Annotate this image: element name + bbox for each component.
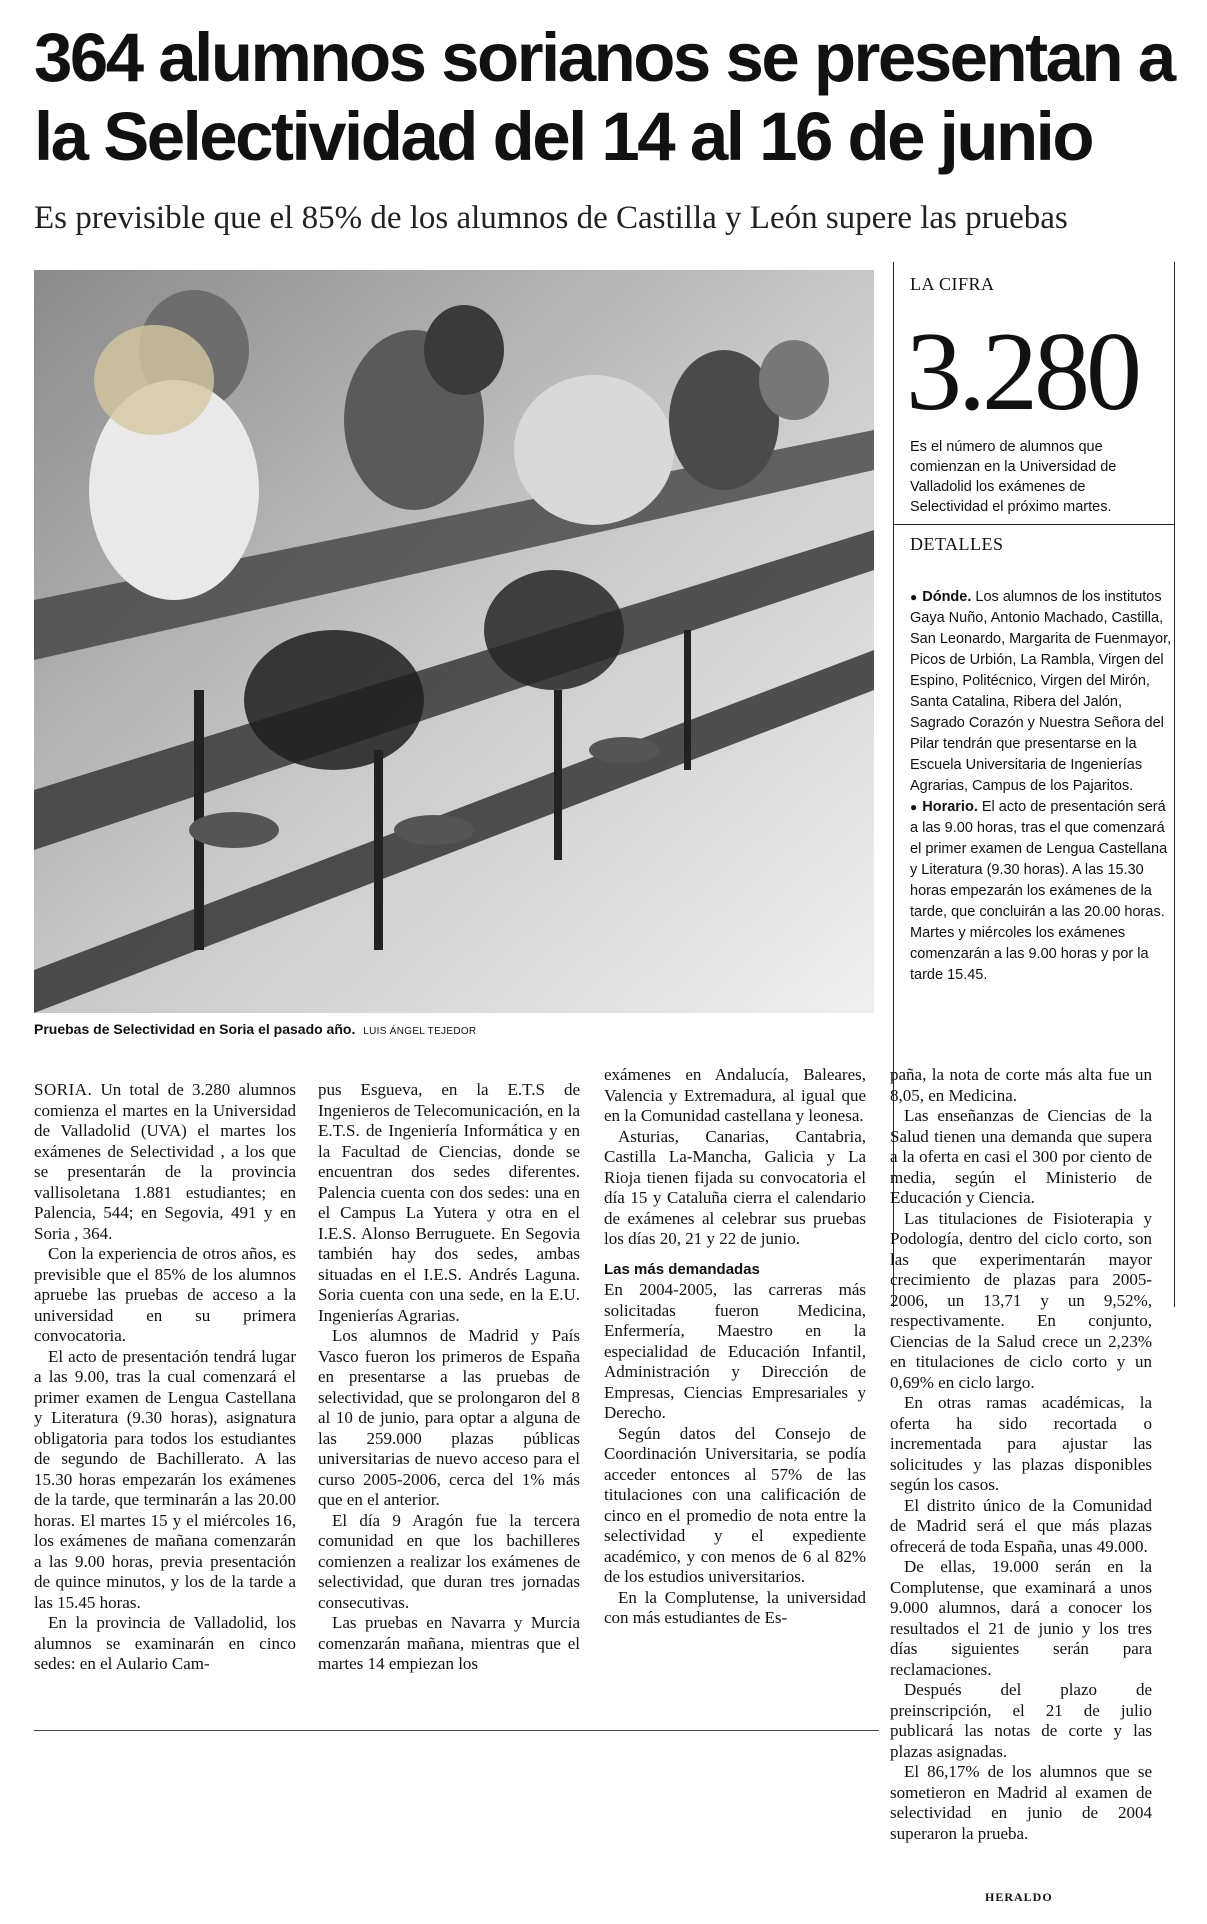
paragraph: En otras ramas académicas, la oferta ha sido recortada o incrementada para ajustar las solicitudes y las plazas disponibles según los casos. bbox=[890, 1393, 1152, 1494]
paragraph: De ellas, 19.000 serán en la Complutense, que examinará a unos 9.000 alumnos, dará a conocer los resultados el 21 de junio y los tres días siguientes serán para reclamaciones. bbox=[890, 1557, 1152, 1679]
paragraph: El distrito único de la Comunidad de Madrid será el que más plazas ofrecerá de toda España, unas 49.000. bbox=[890, 1495, 1152, 1556]
horario-label: Horario. bbox=[922, 799, 978, 815]
headline: 364 alumnos sorianos se presentan a la Selectividad del 14 al 16 de junio bbox=[34, 19, 1174, 175]
details-body bbox=[910, 587, 1172, 986]
article-photo bbox=[34, 270, 874, 1013]
paragraph: Las pruebas en Navarra y Murcia comenzarán mañana, mientras que el martes 14 empiezan los bbox=[318, 1613, 580, 1673]
horario-text: El acto de presentación será a las 9.00 horas, tras el que comenzará el primer examen de Lengua Castellana y Literatura (9.30 horas). A las 15.30 horas empezarán los exámenes de la tarde, que concluirán a las 20.00 horas. Martes y miércoles los exámenes comenzarán a las 9.00 horas y por la tarde 15.45. bbox=[910, 799, 1168, 983]
paragraph: En la Complutense, la universidad con más estudiantes de Es- bbox=[604, 1587, 866, 1627]
details-donde bbox=[910, 587, 1172, 797]
paragraph: El 86,17% de los alumnos que se sometieron en Madrid al examen de selectividad en junio de 2004 superaron la prueba. bbox=[890, 1762, 1152, 1843]
paragraph: En la provincia de Valladolid, los alumnos se examinarán en cinco sedes: en el Aulario Cam- bbox=[34, 1613, 296, 1673]
sidebar-divider bbox=[894, 524, 1174, 525]
subheadline: Es previsible que el 85% de los alumnos de Castilla y León supere las pruebas bbox=[34, 200, 1068, 236]
paragraph bbox=[34, 1080, 296, 1244]
paragraph: exámenes en Andalucía, Baleares, Valencia y Extremadura, al igual que en la Comunidad castellana y leonesa. bbox=[604, 1065, 866, 1125]
bullet-icon: ● bbox=[910, 590, 918, 604]
paragraph: El día 9 Aragón fue la tercera comunidad en que los bachilleres comienzen a realizar los exámenes de selectividad, que duran tres jornadas consecutivas. bbox=[318, 1510, 580, 1612]
donde-label: Dónde. bbox=[922, 589, 972, 605]
body-column-1 bbox=[34, 1080, 296, 1675]
details-label: DETALLES bbox=[910, 534, 1004, 554]
paragraph: El acto de presentación tendrá lugar a las 9.00, tras la cual comenzará el primer examen de Lengua Castellana y Literatura (9.30 horas), asignatura obligatoria para todos los estudiantes de segundo de Bachillerato. A las 15.30 horas empezarán los exámenes de la tarde, que terminarán a las 20.00 horas. El martes 15 y el miércoles 16, los exámenes de mañana comenzarán a las 9.00 horas, previa presentación de quince minutos, y los de la tarde a las 15.45 horas. bbox=[34, 1346, 296, 1612]
author-signature: HERALDO bbox=[985, 1890, 1053, 1904]
section-subtitle: Las más demandadas bbox=[604, 1260, 760, 1278]
cifra-value: 3.280 bbox=[906, 310, 1138, 434]
caption-text: Pruebas de Selectividad en Soria el pasado año. bbox=[34, 1021, 356, 1037]
paragraph: Asturias, Canarias, Cantabria, Castilla La-Mancha, Galicia y La Rioja tienen fijada su convocatoria el día 15 y Cataluña cierra el calendario de exámenes al celebrar sus pruebas los días 20, 21 y 22 de junio. bbox=[604, 1126, 866, 1248]
body-column-4 bbox=[890, 1065, 1152, 1844]
paragraph: Con la experiencia de otros años, es previsible que el 85% de los alumnos apruebe las pruebas de acceso a la universidad en su primera convocatoria. bbox=[34, 1244, 296, 1345]
body-column-3 bbox=[604, 1065, 866, 1629]
paragraph: Las titulaciones de Fisioterapia y Podología, dentro del ciclo corto, son las que experimentarán mayor crecimiento de plazas para 2005-2006, un 13,71 y un 9,52%, respectivamente. En conjunto, Ciencias de la Salud crece un 2,23% en titulaciones de ciclo corto y un 0,69% en ciclo largo. bbox=[890, 1208, 1152, 1392]
details-horario bbox=[910, 797, 1172, 986]
dateline: SORIA. bbox=[34, 1080, 93, 1099]
paragraph: Los alumnos de Madrid y País Vasco fueron los primeros de España en presentarse a las pruebas de selectividad, que se prolongaron del 8 al 10 de junio, para optar a alguna de las 259.000 plazas públicas universitarias de nuevo acceso para el curso 2005-2006, cerca del 1% más que en el anterior. bbox=[318, 1326, 580, 1509]
paragraph: En 2004-2005, las carreras más solicitadas fueron Medicina, Enfermería, Maestro en la especialidad de Educación Infantil, Administración y Dirección de Empresas, Ciencias Empresariales y Derecho. bbox=[604, 1280, 866, 1422]
cifra-label: LA CIFRA bbox=[910, 274, 995, 294]
paragraph: Las enseñanzas de Ciencias de la Salud tienen una demanda que supera a la oferta en casi el 300 por ciento de media, según el Ministerio de Educación y Ciencia. bbox=[890, 1106, 1152, 1207]
paragraph: pus Esgueva, en la E.T.S de Ingenieros de Telecomunicación, en la E.T.S. de Ingeniería Informática y en la Facultad de Ciencias, donde se encuentran dos sedes diferentes. Palencia cuenta con dos sedes: una en el Campus La Yutera y otra en el I.E.S. Alonso Berruguete. En Segovia también hay dos sedes, ambas situadas en el I.E.S. Andrés Laguna. Soria cuenta con una sede, en la E.U. Ingenierías Agrarias. bbox=[318, 1080, 580, 1325]
paragraph: paña, la nota de corte más alta fue un 8,05, en Medicina. bbox=[890, 1065, 1152, 1105]
photo-credit: LUIS ÁNGEL TEJEDOR bbox=[363, 1026, 477, 1037]
cifra-note: Es el número de alumnos que comienzan en la Universidad de Valladolid los exámenes de Selectividad el próximo martes. bbox=[910, 439, 1117, 515]
photo-caption bbox=[34, 1020, 874, 1041]
bullet-icon: ● bbox=[910, 800, 918, 814]
paragraph: Según datos del Consejo de Coordinación Universitaria, se podía acceder entonces al 57% de las titulaciones con una calificación de cinco en el promedio de nota entre la selectividad y el expediente académico, y con menos de 6 al 82% de los estudios universitarios. bbox=[604, 1423, 866, 1586]
classroom-photo-illustration bbox=[34, 270, 874, 1013]
paragraph: Después del plazo de preinscripción, el 21 de julio publicará las notas de corte y las plazas asignadas. bbox=[890, 1680, 1152, 1761]
paragraph-text: Un total de 3.280 alumnos comienza el martes en la Universidad de Valladolid (UVA) el martes los exámenes de Selectividad , a los que se presentarán de la provincia vallisoletana 1.881 estudiantes; en Palencia, 544; en Segovia, 491 y en Soria , 364. bbox=[34, 1080, 296, 1243]
donde-text: Los alumnos de los institutos Gaya Nuño, Antonio Machado, Castilla, San Leonardo, Margarita de Fuenmayor, Picos de Urbión, La Rambla, Virgen del Espino, Politécnico, Virgen del Mirón, Santa Catalina, Ribera del Jalón, Sagrado Corazón y Nuestra Señora del Pilar tendrán que presentarse en la Escuela Universitaria de Ingenierías Agrarias, Campus de los Pajaritos. bbox=[910, 589, 1172, 794]
bottom-rule bbox=[34, 1730, 879, 1731]
body-column-2 bbox=[318, 1080, 580, 1675]
